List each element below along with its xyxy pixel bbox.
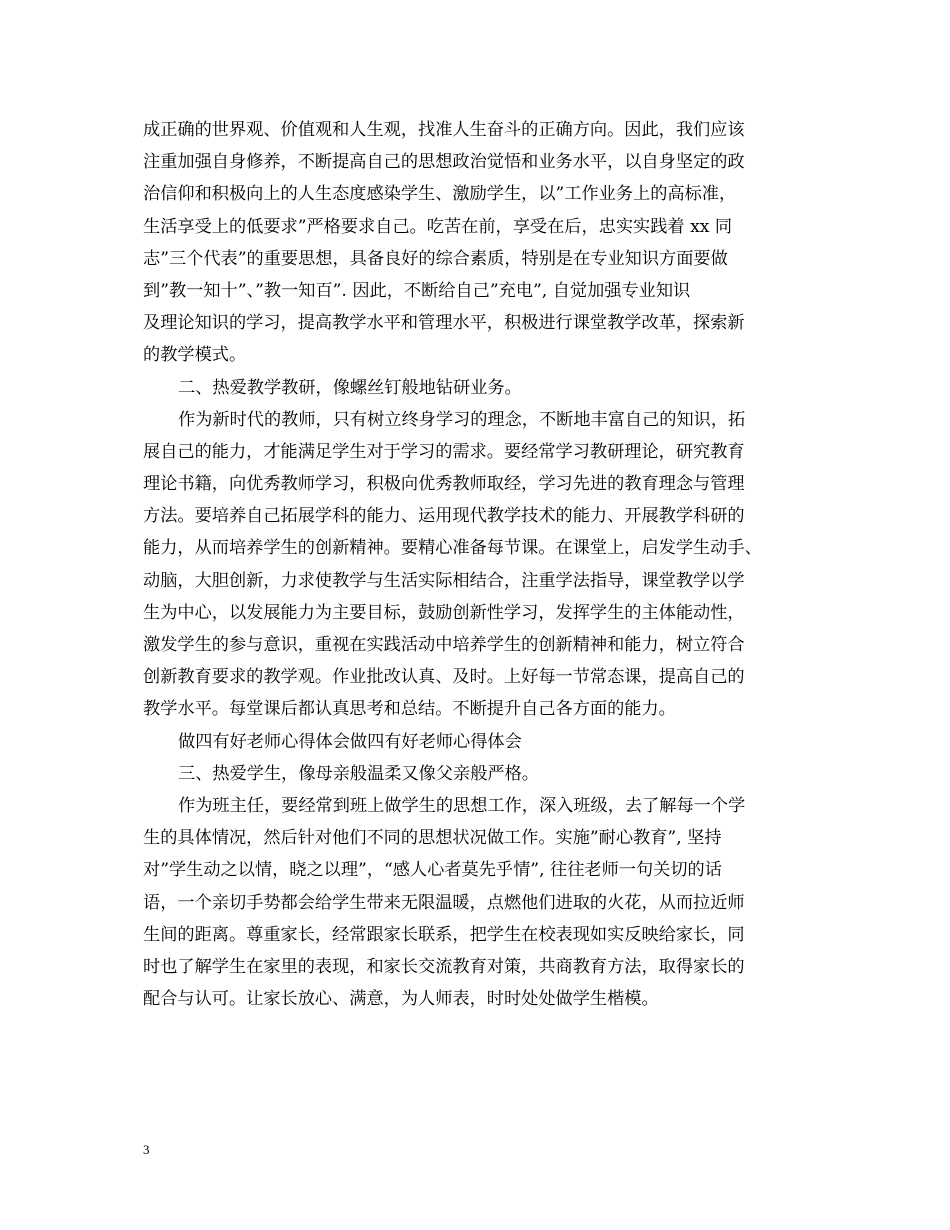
text-line: 的教学模式。 — [143, 345, 247, 366]
text-line: 创新教育要求的教学观。作业批改认真、及时。上好每一节常态课，提高自己的 — [143, 667, 745, 688]
text-line: 成正确的世界观、价值观和人生观，找准人生奋斗的正确方向。因此，我们应该 — [143, 120, 745, 140]
text-line: 及理论知识的学习，提高教学水平和管理水平，积极进行课堂教学改革，探索新 — [143, 313, 745, 334]
text-line: 生为中心，以发展能力为主要目标，鼓励创新性学习，发挥学生的主体能动性， — [143, 602, 745, 623]
text-line: 时也了解学生在家里的表现，和家长交流教育对策，共商教育方法，取得家长的 — [143, 956, 745, 977]
text-line: 到”教一知十”、”教一知百”. 因此，不断给自己”充电”, 自觉加强专业知识 — [143, 280, 691, 301]
text-line: 展自己的能力，才能满足学生对于学习的需求。要经常学习教研理论，研究教育 — [143, 441, 745, 462]
text-line: 做四有好老师心得体会做四有好老师心得体会 — [178, 731, 522, 752]
document-body — [143, 114, 813, 1015]
text-line: 动脑，大胆创新，力求使教学与生活实际相结合，注重学法指导，课堂教学以学 — [143, 570, 745, 591]
text-line: 作为班主任，要经常到班上做学生的思想工作，深入班级，去了解每一个学 — [178, 795, 746, 816]
page-number: 3 — [143, 1142, 150, 1157]
text-line: 方法。要培养自己拓展学科的能力、运用现代教学技术的能力、开展教学科研的 — [143, 506, 745, 527]
text-line: 激发学生的参与意识，重视在实践活动中培养学生的创新精神和能力，树立符合 — [143, 635, 745, 655]
text-line: 配合与认可。让家长放心、满意，为人师表，时时处处做学生楷模。 — [143, 989, 659, 1010]
text-line: 教学水平。每堂课后都认真思考和总结。不断提升自己各方面的能力。 — [143, 699, 676, 720]
text-line: 生的具体情况，然后针对他们不同的思想状况做工作。实施”耐心教育”, 坚持 — [143, 828, 722, 849]
text-line: 志”三个代表”的重要思想，具备良好的综合素质，特别是在专业知识方面要做 — [143, 248, 728, 269]
text-line: 治信仰和积极向上的人生态度感染学生、激励学生，以”工作业务上的高标准， — [143, 184, 737, 205]
text-line: 生活享受上的低要求”严格要求自己。吃苦在前，享受在后，忠实实践着 xx 同 — [143, 216, 733, 237]
text-line: 语，一个亲切手势都会给学生带来无限温暖，点燃他们进取的火花，从而拉近师 — [143, 892, 745, 913]
text-line: 作为新时代的教师，只有树立终身学习的理念，不断地丰富自己的知识，拓 — [178, 409, 746, 430]
text-line: 三、热爱学生，像母亲般温柔又像父亲般严格。 — [178, 763, 539, 784]
text-line: 能力，从而培养学生的创新精神。要精心准备每节课。在课堂上，启发学生动手、 — [143, 538, 762, 559]
text-line: 生间的距离。尊重家长，经常跟家长联系，把学生在校表现如实反映给家长，同 — [143, 924, 745, 945]
text-line: 二、热爱教学教研，像螺丝钉般地钻研业务。 — [178, 377, 522, 398]
text-line: 注重加强自身修养，不断提高自己的思想政治觉悟和业务水平，以自身坚定的政 — [143, 152, 745, 173]
text-line: 对”学生动之以情，晓之以理”，“感人心者莫先乎情”, 往往老师一句关切的话 — [143, 860, 722, 881]
text-line: 理论书籍，向优秀教师学习，积极向优秀教师取经，学习先进的教育理念与管理 — [143, 474, 745, 495]
